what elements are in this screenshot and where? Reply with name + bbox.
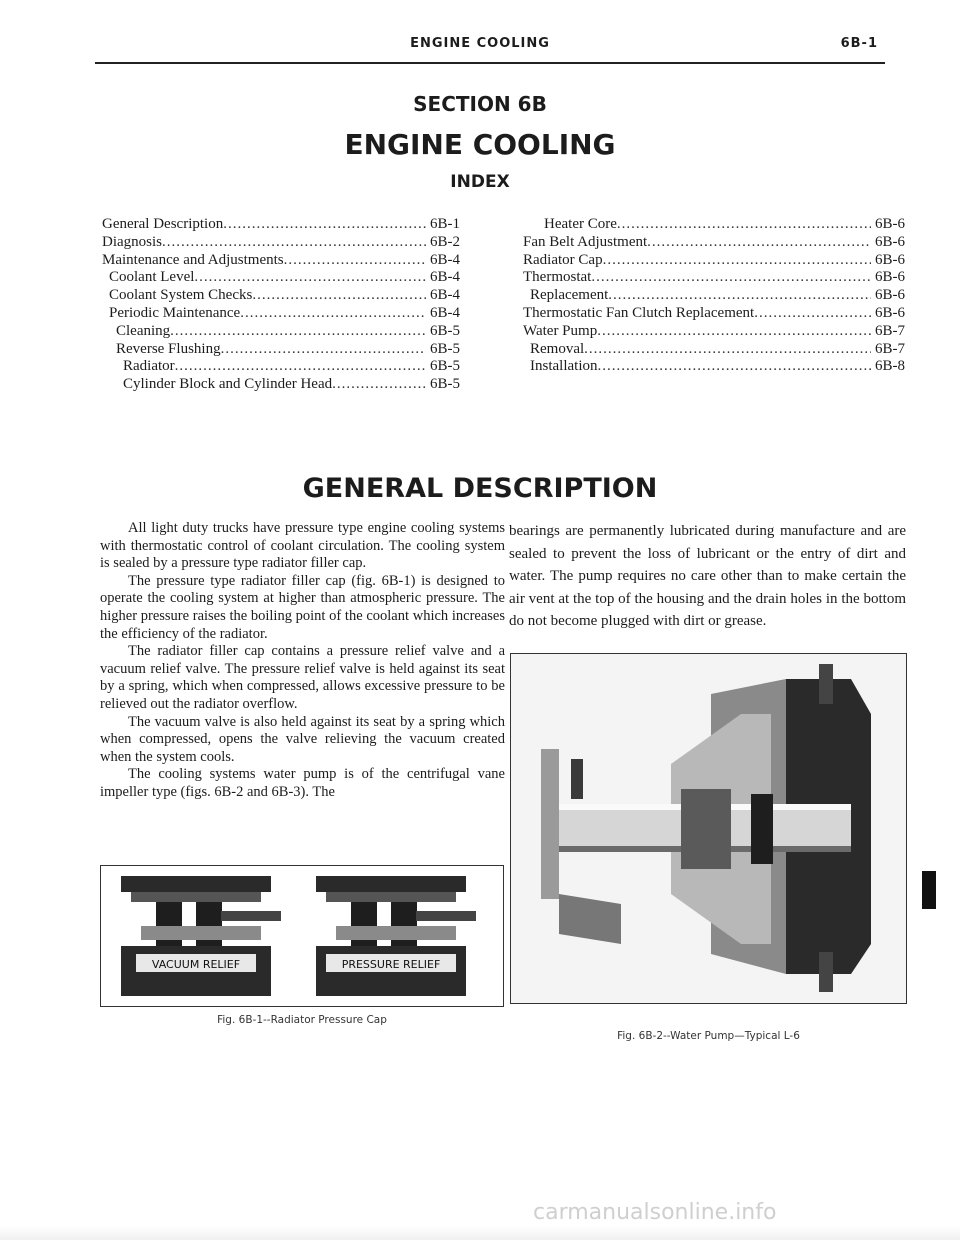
toc-leader-dots [194, 269, 426, 287]
toc-entry-label: Thermostatic Fan Clutch Replacement [523, 304, 755, 321]
figure-water-pump [510, 653, 907, 1004]
toc-entry [523, 269, 905, 287]
toc-entry-label: Cylinder Block and Cylinder Head [123, 376, 333, 393]
toc-entry-label: Thermostat [523, 269, 592, 286]
header-rule [95, 62, 885, 64]
toc-entry [523, 252, 905, 270]
toc-entry-label: Radiator [123, 358, 175, 375]
toc-entry [523, 358, 905, 376]
toc-leader-dots [170, 323, 426, 341]
toc-entry-page: 6B-4 [430, 287, 460, 304]
water-pump-illustration [511, 654, 906, 1003]
toc-leader-dots [223, 216, 426, 234]
toc-entry-page: 6B-2 [430, 233, 460, 250]
page-number: 6B-1 [840, 36, 878, 51]
toc-entry [102, 252, 460, 270]
toc-entry-label: Reverse Flushing [116, 340, 221, 357]
toc-leader-dots [332, 376, 426, 394]
section-label: SECTION 6B [413, 92, 547, 116]
toc-entry-page: 6B-6 [875, 269, 905, 286]
toc-entry-page: 6B-6 [875, 287, 905, 304]
toc-entry [523, 323, 905, 341]
figure-caption-6b-1: Fig. 6B-1--Radiator Pressure Cap [217, 1014, 387, 1026]
toc-entry-page: 6B-6 [875, 233, 905, 250]
toc-entry-label: Removal [530, 340, 585, 357]
toc-leader-dots [603, 252, 871, 270]
paragraph: The cooling systems water pump is of the centrifugal vane impeller type (figs. 6B-2 and 6B-3). The [100, 766, 505, 800]
toc-entry [523, 216, 905, 234]
toc-entry-label: Water Pump [523, 322, 598, 339]
general-description-heading: GENERAL DESCRIPTION [302, 473, 658, 504]
toc-entry-label: Heater Core [544, 216, 617, 232]
toc-left-column [102, 216, 460, 394]
toc-entry-label: Maintenance and Adjustments [102, 251, 284, 268]
toc-entry-label: Coolant Level [109, 269, 195, 286]
toc-entry-label: Radiator Cap [523, 251, 603, 268]
paragraph: bearings are permanently lubricated during manufacture and are sealed to prevent the loss of lubricant or the entry of dirt and water. The pump requires no care other than to make certain the air vent at the top of the housing and the drain holes in the bottom do not become plugged with dirt or grease. [509, 523, 906, 629]
toc-entry-page: 6B-6 [875, 216, 905, 232]
toc-entry-page: 6B-1 [430, 216, 460, 232]
paragraph: The radiator filler cap contains a pressure relief valve and a vacuum relief valve. The pressure relief valve is held against its seat by a spring, which when compressed, allows excessive pressure to be relieved out the radiator overflow. [100, 643, 505, 712]
toc-leader-dots [591, 269, 871, 287]
paragraph: The pressure type radiator filler cap (fig. 6B-1) is designed to operate the cooling system at higher than atmospheric pressure. The higher pressure raises the boiling point of the coolant which increases the efficiency of the radiator. [100, 572, 505, 642]
toc-entry-label: Diagnosis [102, 233, 162, 250]
toc-entry [102, 305, 460, 323]
toc-entry-label: General Description [102, 216, 224, 232]
toc-entry-page: 6B-5 [430, 376, 460, 393]
paragraph: The vacuum valve is also held against its seat by a spring which when compressed, opens the valve relieving the vacuum created when the system cools. [100, 713, 505, 765]
toc-leader-dots [754, 305, 871, 323]
toc-entry-page: 6B-5 [430, 358, 460, 375]
running-title: ENGINE COOLING [410, 36, 550, 51]
toc-entry-label: Installation [530, 358, 598, 375]
toc-leader-dots [617, 216, 871, 234]
toc-entry [102, 216, 460, 234]
toc-entry [523, 341, 905, 359]
page-bottom-shade [0, 1226, 960, 1240]
index-label: INDEX [450, 172, 510, 192]
toc-entry [102, 234, 460, 252]
toc-entry [523, 305, 905, 323]
toc-entry [523, 234, 905, 252]
toc-entry-page: 6B-8 [875, 358, 905, 375]
watermark: carmanualsonline.info [533, 1200, 777, 1225]
radiator-cap-illustration [101, 866, 503, 1006]
toc-entry-page: 6B-7 [875, 340, 905, 357]
toc-entry-label: Replacement [530, 287, 609, 304]
toc-entry-page: 6B-5 [430, 322, 460, 339]
toc-entry-page: 6B-6 [875, 251, 905, 268]
toc-leader-dots [175, 358, 426, 376]
toc-entry-page: 6B-4 [430, 304, 460, 321]
toc-right-column [523, 216, 905, 376]
toc-entry [523, 287, 905, 305]
toc-leader-dots [597, 323, 871, 341]
pressure-relief-label: PRESSURE RELIEF [341, 958, 441, 971]
figure-radiator-pressure-cap [100, 865, 504, 1007]
toc-entry-page: 6B-5 [430, 340, 460, 357]
toc-entry [102, 287, 460, 305]
toc-entry-page: 6B-7 [875, 322, 905, 339]
toc-entry-label: Periodic Maintenance [109, 304, 241, 321]
toc-entry [102, 341, 460, 359]
toc-leader-dots [284, 252, 426, 270]
body-right-column [509, 520, 906, 633]
toc-leader-dots [240, 305, 426, 323]
vacuum-relief-cap-drawing [121, 876, 281, 996]
pressure-relief-cap-drawing [316, 876, 476, 996]
toc-entry [102, 376, 460, 394]
toc-entry-page: 6B-6 [875, 304, 905, 321]
figure-caption-6b-2: Fig. 6B-2--Water Pump—Typical L-6 [617, 1030, 800, 1042]
section-edge-tab [922, 871, 936, 909]
toc-leader-dots [584, 341, 871, 359]
toc-entry-page: 6B-4 [430, 251, 460, 268]
toc-entry [102, 323, 460, 341]
toc-entry [102, 358, 460, 376]
toc-entry-page: 6B-4 [430, 269, 460, 286]
toc-leader-dots [608, 287, 871, 305]
body-left-column [100, 520, 505, 802]
paragraph: All light duty trucks have pressure type engine cooling systems with thermostatic control of coolant circulation. The cooling system is sealed by a pressure type radiator filler cap. [100, 520, 505, 572]
toc-leader-dots [252, 287, 426, 305]
toc-leader-dots [598, 358, 872, 376]
toc-entry-label: Cleaning [116, 322, 171, 339]
section-title: ENGINE COOLING [344, 128, 616, 161]
toc-leader-dots [221, 341, 426, 359]
toc-leader-dots [647, 234, 871, 252]
toc-entry-label: Coolant System Checks [109, 287, 253, 304]
toc-leader-dots [162, 234, 426, 252]
vacuum-relief-label: VACUUM RELIEF [151, 958, 241, 971]
toc-entry-label: Fan Belt Adjustment [523, 233, 648, 250]
toc-entry [102, 269, 460, 287]
